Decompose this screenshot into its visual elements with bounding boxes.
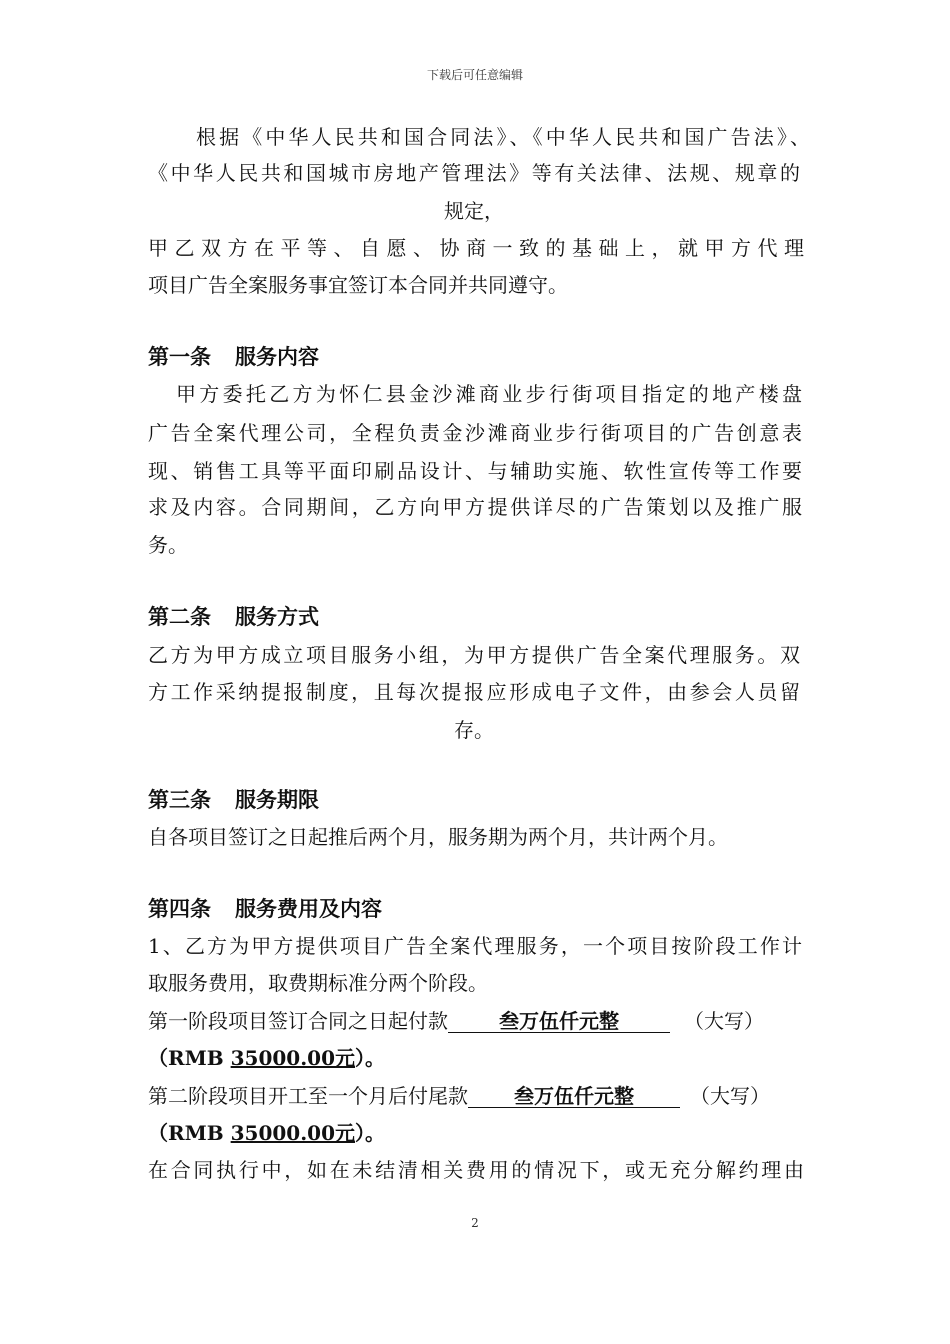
article-2-line-3: 存。 <box>454 718 494 742</box>
stage-2-rmb-amount: 35000.00元 <box>230 1121 356 1145</box>
article-4-title: 服务费用及内容 <box>235 896 382 921</box>
article-1-line-2: 广告全案代理公司，全程负责金沙滩商业步行街项目的广告创意表 <box>148 421 802 445</box>
stage-2-prefix: 第二阶段项目开工至一个月后付尾款 <box>148 1084 468 1108</box>
page-number: 2 <box>471 1216 479 1230</box>
stage-1-suffix: （大写） <box>684 1009 764 1033</box>
article-3-heading <box>148 787 319 813</box>
article-1-line-3: 现、销售工具等平面印刷品设计、与辅助实施、软性宣传等工作要 <box>148 459 802 483</box>
stage-2-rmb-open: （RMB <box>148 1121 231 1145</box>
article-1-line-4: 求及内容。合同期间，乙方向甲方提供详尽的广告策划以及推广服 <box>148 495 802 519</box>
article-1-line-5: 务。 <box>148 533 188 557</box>
stage-1-rmb-open: （RMB <box>148 1046 231 1070</box>
article-2-line-2: 方工作采纳提报制度，且每次提报应形成电子文件，由参会人员留 <box>148 680 800 704</box>
stage-1-amount-blank <box>448 1010 670 1033</box>
article-1-title: 服务内容 <box>235 344 319 369</box>
stage-1-rmb-close: ）。 <box>355 1046 386 1070</box>
intro-line-2: 《中华人民共和国城市房地产管理法》等有关法律、法规、规章的 <box>148 161 800 185</box>
intro-line-1: 根据《中华人民共和国合同法》、《中华人民共和国广告法》、 <box>196 125 810 149</box>
stage-2-payment-line <box>148 1083 770 1109</box>
article-3-line-1: 自各项目签订之日起推后两个月，服务期为两个月，共计两个月。 <box>148 825 728 849</box>
stage-1-rmb-line <box>148 1045 385 1071</box>
article-2-number: 第二条 <box>148 604 211 629</box>
article-2-line-1: 乙方为甲方成立项目服务小组，为甲方提供广告全案代理服务。双 <box>148 643 800 667</box>
intro-line-4: 甲乙双方在平等、自愿、协商一致的基础上，就甲方代理 <box>148 236 804 260</box>
stage-1-payment-line <box>148 1008 764 1034</box>
article-4-line-1: 1、乙方为甲方提供项目广告全案代理服务，一个项目按阶段工作计 <box>148 934 802 958</box>
article-3-number: 第三条 <box>148 787 211 812</box>
article-4-last-line: 在合同执行中，如在未结清相关费用的情况下，或无充分解约理由 <box>148 1158 804 1182</box>
stage-2-rmb-close: ）。 <box>355 1121 386 1145</box>
article-4-line-2: 取服务费用，取费期标准分两个阶段。 <box>148 971 488 995</box>
stage-1-amount-cn: 叁万伍仟元整 <box>499 1009 619 1033</box>
page-header: 下载后可任意编辑 <box>426 68 523 82</box>
article-4-heading <box>148 896 382 922</box>
article-1-heading <box>148 344 319 370</box>
article-4-number: 第四条 <box>148 896 211 921</box>
stage-1-rmb-amount: 35000.00元 <box>230 1046 356 1070</box>
article-1-number: 第一条 <box>148 344 211 369</box>
stage-1-prefix: 第一阶段项目签订合同之日起付款 <box>148 1009 448 1033</box>
stage-2-suffix: （大写） <box>690 1084 770 1108</box>
stage-2-amount-blank <box>468 1085 680 1108</box>
intro-line-5: 项目广告全案服务事宜签订本合同并共同遵守。 <box>148 273 568 297</box>
stage-2-amount-cn: 叁万伍仟元整 <box>514 1084 634 1108</box>
article-3-title: 服务期限 <box>235 787 319 812</box>
article-2-heading <box>148 604 319 630</box>
intro-line-3: 规定， <box>444 199 504 223</box>
article-2-title: 服务方式 <box>235 604 319 629</box>
article-1-line-1: 甲方委托乙方为怀仁县金沙滩商业步行街项目指定的地产楼盘 <box>176 382 802 406</box>
stage-2-rmb-line <box>148 1120 385 1146</box>
